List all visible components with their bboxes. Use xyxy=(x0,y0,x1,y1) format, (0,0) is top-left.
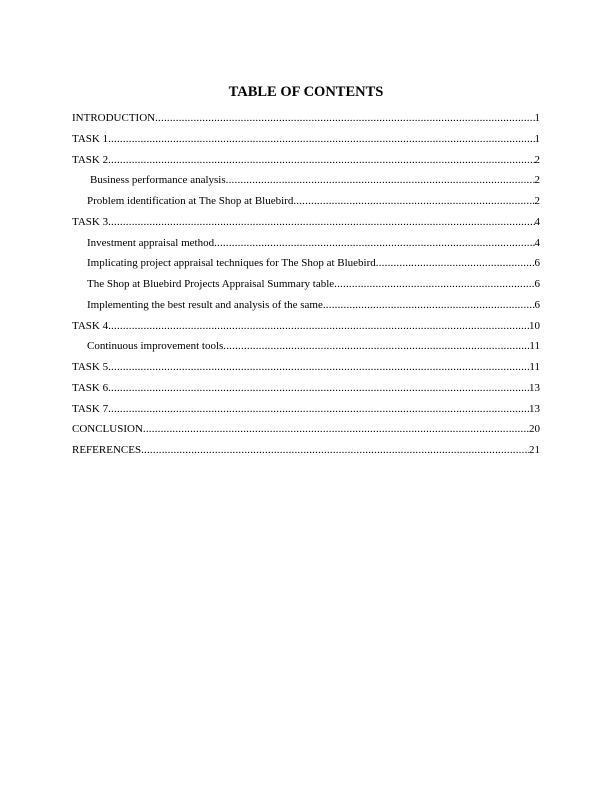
toc-page-number: 13 xyxy=(529,381,540,394)
toc-entry-label: TASK 7 xyxy=(72,402,109,415)
toc-page-number: 6 xyxy=(534,278,540,290)
toc-entry-business-performance-analysis[interactable] xyxy=(72,174,540,195)
toc-entry-label: TASK 3 xyxy=(72,215,109,228)
toc-page-number: 1 xyxy=(534,132,540,145)
toc-entry-task-4[interactable] xyxy=(72,320,540,341)
toc-entry-label: Investment appraisal method xyxy=(87,236,215,249)
toc-entry-implementing-best-result[interactable] xyxy=(72,299,540,320)
toc-dot-leader xyxy=(323,299,535,312)
toc-entry-label: TASK 2 xyxy=(72,153,109,166)
toc-page-number: 20 xyxy=(529,423,540,436)
toc-entry-label: Implementing the best result and analysis of the same xyxy=(87,298,323,311)
toc-dot-leader xyxy=(108,320,529,333)
toc-dot-leader xyxy=(155,112,534,125)
toc-dot-leader xyxy=(108,133,534,146)
toc-page-number: 6 xyxy=(534,298,540,311)
toc-entry-label: TASK 4 xyxy=(72,319,109,332)
toc-entry-investment-appraisal-method[interactable] xyxy=(72,237,540,258)
toc-page-number: 13 xyxy=(529,402,540,415)
toc-entry-appraisal-summary-table[interactable] xyxy=(72,278,540,299)
toc-entry-label: TASK 1 xyxy=(72,132,109,145)
toc-dot-leader xyxy=(108,216,534,229)
toc-entry-task-7[interactable] xyxy=(72,403,540,424)
toc-dot-leader xyxy=(214,237,534,250)
toc-page-number: 4 xyxy=(534,236,540,249)
toc-entry-label: TASK 6 xyxy=(72,381,109,394)
toc-page-number: 1 xyxy=(534,112,540,124)
toc-entry-implicating-project-appraisal[interactable] xyxy=(72,257,540,278)
toc-list xyxy=(72,112,540,465)
toc-entry-label: CONCLUSION xyxy=(72,423,143,436)
toc-page-number: 21 xyxy=(529,444,540,456)
toc-dot-leader xyxy=(226,174,535,187)
toc-entry-label: Business performance analysis xyxy=(90,174,226,187)
toc-page-number: 2 xyxy=(534,195,540,207)
toc-entry-problem-identification[interactable] xyxy=(72,195,540,216)
toc-title: TABLE OF CONTENTS xyxy=(228,84,384,100)
toc-entry-task-5[interactable] xyxy=(72,361,540,382)
toc-entry-label: TASK 5 xyxy=(72,361,109,373)
toc-entry-continuous-improvement-tools[interactable] xyxy=(72,340,540,361)
toc-page-number: 4 xyxy=(534,215,540,228)
toc-dot-leader xyxy=(108,382,529,395)
toc-entry-task-6[interactable] xyxy=(72,382,540,403)
toc-dot-leader xyxy=(108,361,529,374)
toc-page-number: 2 xyxy=(534,153,540,166)
toc-dot-leader xyxy=(223,340,529,353)
toc-page-number: 11 xyxy=(529,340,540,353)
toc-entry-label: Implicating project appraisal techniques for The Shop at Bluebird xyxy=(87,257,376,270)
toc-entry-conclusion[interactable] xyxy=(72,423,540,444)
toc-page-number: 6 xyxy=(534,257,540,270)
toc-dot-leader xyxy=(293,195,534,208)
toc-entry-task-2[interactable] xyxy=(72,154,540,175)
toc-entry-task-1[interactable] xyxy=(72,133,540,154)
toc-dot-leader xyxy=(143,423,529,436)
toc-dot-leader xyxy=(376,257,535,270)
toc-dot-leader xyxy=(108,154,534,167)
toc-dot-leader xyxy=(108,403,529,416)
toc-page-number: 2 xyxy=(534,174,540,187)
toc-entry-label: Continuous improvement tools xyxy=(87,340,224,353)
toc-entry-task-3[interactable] xyxy=(72,216,540,237)
toc-entry-references[interactable] xyxy=(72,444,540,465)
toc-entry-label: Problem identification at The Shop at Bluebird xyxy=(87,195,294,207)
toc-dot-leader xyxy=(334,278,534,291)
toc-page-number: 10 xyxy=(529,319,540,332)
toc-entry-label: INTRODUCTION xyxy=(72,112,156,124)
toc-page-number: 11 xyxy=(529,361,540,373)
toc-entry-label: The Shop at Bluebird Projects Appraisal Summary table xyxy=(87,278,335,290)
toc-entry-label: REFERENCES xyxy=(72,444,142,456)
toc-entry-introduction[interactable] xyxy=(72,112,540,133)
toc-dot-leader xyxy=(141,444,529,457)
